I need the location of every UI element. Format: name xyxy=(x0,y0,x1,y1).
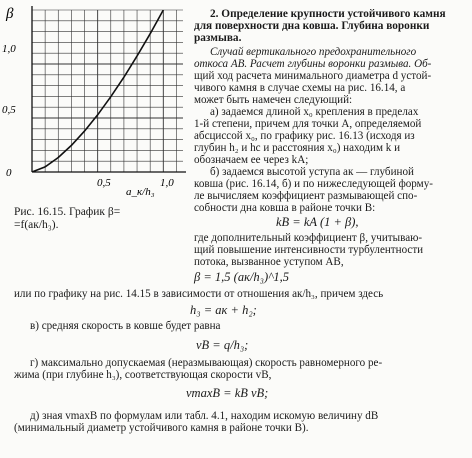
body-line: Случай вертикального предохранительного xyxy=(210,46,417,58)
formula-beta: β = 1,5 (aк/h₃)^1,5 xyxy=(194,270,290,284)
section-heading-line3: размыва. xyxy=(194,32,242,44)
body-line: откоса AB. Расчет глубины воронки размыва. Об- xyxy=(194,58,432,70)
body-line: может быть намечен следующий: xyxy=(194,94,353,106)
section-heading-line2: для поверхности дна ковша. Глубина воронки xyxy=(194,20,430,32)
figure-caption-line2: =f(aк/h₃). xyxy=(14,219,59,231)
body-line: потока, вызванное уступом AB, xyxy=(194,256,344,268)
body-line: ковша (рис. 16.14, б) и по нижеследующей форму- xyxy=(194,178,433,190)
body-line: абсциссой x₀, по графику рис. 16.13 (исходя из xyxy=(194,130,415,142)
body-line: жима (при глубине h₃), соответствующая скорости vB, xyxy=(14,369,272,381)
formula-vmaxb: vmaxB = kB vB; xyxy=(186,386,269,400)
body-line: собности дна ковша в районе точки B: xyxy=(194,202,376,214)
body-line: чивого камня в случае схемы на рис. 16.14, а xyxy=(194,82,406,94)
body-line: в) средняя скорость в ковше будет равна xyxy=(30,320,221,332)
y-tick-1-0: 1,0 xyxy=(2,43,16,55)
body-line: или по графику на рис. 14.15 в зависимости от отношения aк/h₃, причем здесь xyxy=(14,288,384,300)
section-heading-line1: 2. Определение крупности устойчивого камня xyxy=(210,8,446,20)
x-tick-1-0: 1,0 xyxy=(160,177,174,189)
y-tick-0-5: 0,5 xyxy=(2,104,16,116)
figure-caption-line1: Рис. 16.15. График β= xyxy=(14,206,121,218)
body-line: г) максимально допускаемая (неразмывающая) скорость равномерного ре- xyxy=(30,357,383,369)
body-line: а) задаемся длиной x₀ крепления в пределах xyxy=(210,106,419,118)
body-line: б) задаемся высотой уступа aк — глубиной xyxy=(210,166,414,178)
formula-vb: vB = q/h₃; xyxy=(196,338,249,352)
body-line: д) зная vmaxB по формулам или табл. 4.1, находим искомую величину dB xyxy=(30,410,379,422)
body-line: 1-й степени, причем для точки A, определяемой xyxy=(194,118,422,130)
formula-kb: kB = kA (1 + β), xyxy=(276,215,359,229)
x-tick-0-5: 0,5 xyxy=(97,177,111,189)
beta-graph xyxy=(0,0,190,200)
x-axis-label: a_к/h₃ xyxy=(126,186,155,198)
y-axis-label: β xyxy=(6,6,14,22)
body-line: ле вычисляем коэффициент размывающей спо- xyxy=(194,190,418,202)
formula-h3: h₃ = aк + h₂; xyxy=(190,303,257,317)
body-line: щий ход расчета минимального диаметра d устой- xyxy=(194,70,432,82)
body-line: где дополнительный коэффициент β, учитываю- xyxy=(194,232,423,244)
graph-grid xyxy=(32,10,183,172)
body-line: глубин h₂ и hc и расстояния x₀) находим k и xyxy=(194,142,401,154)
body-line: щий повышение интенсивности турбулентности xyxy=(194,244,424,256)
y-tick-0: 0 xyxy=(6,167,12,179)
body-line: обозначаем ее через kA; xyxy=(194,154,309,166)
body-line: (минимальный диаметр устойчивого камня в районе точки B). xyxy=(14,422,309,434)
